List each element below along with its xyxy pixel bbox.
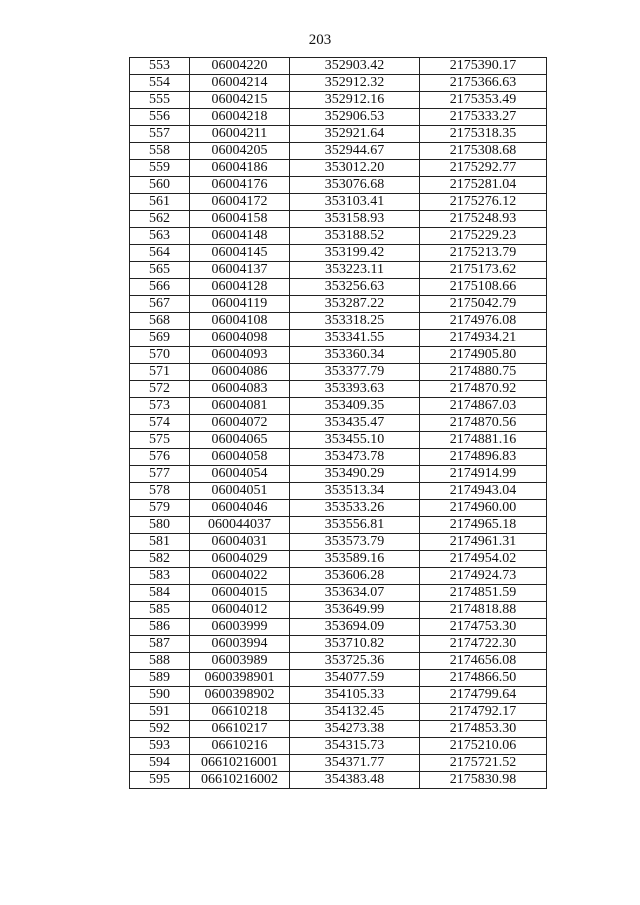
row-number-cell: 595	[130, 772, 190, 789]
table-row	[130, 279, 547, 296]
y-coordinate-cell: 2174866.50	[420, 670, 547, 687]
point-id-cell: 06004214	[190, 75, 290, 92]
table-row	[130, 228, 547, 245]
x-coordinate-cell: 353256.63	[290, 279, 420, 296]
y-coordinate-cell: 2174753.30	[420, 619, 547, 636]
point-id-cell: 06003999	[190, 619, 290, 636]
table-row	[130, 194, 547, 211]
y-coordinate-cell: 2174960.00	[420, 500, 547, 517]
point-id-cell: 06003994	[190, 636, 290, 653]
row-number-cell: 561	[130, 194, 190, 211]
x-coordinate-cell: 352912.16	[290, 92, 420, 109]
x-coordinate-cell: 353694.09	[290, 619, 420, 636]
table-row	[130, 619, 547, 636]
x-coordinate-cell: 353103.41	[290, 194, 420, 211]
x-coordinate-cell: 353318.25	[290, 313, 420, 330]
point-id-cell: 06004072	[190, 415, 290, 432]
point-id-cell: 06004098	[190, 330, 290, 347]
point-id-cell: 06004058	[190, 449, 290, 466]
y-coordinate-cell: 2174954.02	[420, 551, 547, 568]
coordinates-table-body	[130, 58, 547, 789]
table-row	[130, 143, 547, 160]
y-coordinate-cell: 2174870.56	[420, 415, 547, 432]
y-coordinate-cell: 2174722.30	[420, 636, 547, 653]
point-id-cell: 06004211	[190, 126, 290, 143]
row-number-cell: 573	[130, 398, 190, 415]
point-id-cell: 06004205	[190, 143, 290, 160]
table-row	[130, 517, 547, 534]
x-coordinate-cell: 353341.55	[290, 330, 420, 347]
x-coordinate-cell: 353158.93	[290, 211, 420, 228]
point-id-cell: 06004148	[190, 228, 290, 245]
table-row	[130, 721, 547, 738]
y-coordinate-cell: 2174799.64	[420, 687, 547, 704]
y-coordinate-cell: 2175830.98	[420, 772, 547, 789]
y-coordinate-cell: 2174905.80	[420, 347, 547, 364]
point-id-cell: 06004015	[190, 585, 290, 602]
row-number-cell: 585	[130, 602, 190, 619]
y-coordinate-cell: 2175721.52	[420, 755, 547, 772]
row-number-cell: 586	[130, 619, 190, 636]
row-number-cell: 555	[130, 92, 190, 109]
table-row	[130, 670, 547, 687]
table-row	[130, 704, 547, 721]
y-coordinate-cell: 2175292.77	[420, 160, 547, 177]
row-number-cell: 554	[130, 75, 190, 92]
table-row	[130, 262, 547, 279]
point-id-cell: 06004031	[190, 534, 290, 551]
row-number-cell: 574	[130, 415, 190, 432]
point-id-cell: 06610217	[190, 721, 290, 738]
x-coordinate-cell: 354273.38	[290, 721, 420, 738]
table-row	[130, 585, 547, 602]
row-number-cell: 576	[130, 449, 190, 466]
table-row	[130, 687, 547, 704]
table-row	[130, 92, 547, 109]
point-id-cell: 06004081	[190, 398, 290, 415]
x-coordinate-cell: 353473.78	[290, 449, 420, 466]
row-number-cell: 557	[130, 126, 190, 143]
x-coordinate-cell: 353287.22	[290, 296, 420, 313]
y-coordinate-cell: 2175213.79	[420, 245, 547, 262]
row-number-cell: 566	[130, 279, 190, 296]
table-row	[130, 381, 547, 398]
row-number-cell: 591	[130, 704, 190, 721]
table-row	[130, 534, 547, 551]
y-coordinate-cell: 2175308.68	[420, 143, 547, 160]
point-id-cell: 06610216001	[190, 755, 290, 772]
point-id-cell: 06004145	[190, 245, 290, 262]
row-number-cell: 571	[130, 364, 190, 381]
point-id-cell: 06004022	[190, 568, 290, 585]
point-id-cell: 06004158	[190, 211, 290, 228]
x-coordinate-cell: 352903.42	[290, 58, 420, 75]
x-coordinate-cell: 353710.82	[290, 636, 420, 653]
y-coordinate-cell: 2174924.73	[420, 568, 547, 585]
x-coordinate-cell: 354371.77	[290, 755, 420, 772]
point-id-cell: 06004128	[190, 279, 290, 296]
row-number-cell: 569	[130, 330, 190, 347]
table-row	[130, 211, 547, 228]
x-coordinate-cell: 353393.63	[290, 381, 420, 398]
y-coordinate-cell: 2174914.99	[420, 466, 547, 483]
y-coordinate-cell: 2175042.79	[420, 296, 547, 313]
y-coordinate-cell: 2175333.27	[420, 109, 547, 126]
x-coordinate-cell: 353490.29	[290, 466, 420, 483]
point-id-cell: 06004218	[190, 109, 290, 126]
point-id-cell: 06610218	[190, 704, 290, 721]
x-coordinate-cell: 354315.73	[290, 738, 420, 755]
x-coordinate-cell: 353649.99	[290, 602, 420, 619]
table-row	[130, 177, 547, 194]
y-coordinate-cell: 2174880.75	[420, 364, 547, 381]
x-coordinate-cell: 353634.07	[290, 585, 420, 602]
table-row	[130, 432, 547, 449]
row-number-cell: 592	[130, 721, 190, 738]
point-id-cell: 06004029	[190, 551, 290, 568]
point-id-cell: 06004220	[190, 58, 290, 75]
point-id-cell: 06004172	[190, 194, 290, 211]
x-coordinate-cell: 354105.33	[290, 687, 420, 704]
y-coordinate-cell: 2174870.92	[420, 381, 547, 398]
table-row	[130, 296, 547, 313]
table-row	[130, 449, 547, 466]
point-id-cell: 06004012	[190, 602, 290, 619]
row-number-cell: 568	[130, 313, 190, 330]
y-coordinate-cell: 2175276.12	[420, 194, 547, 211]
table-row	[130, 313, 547, 330]
row-number-cell: 583	[130, 568, 190, 585]
x-coordinate-cell: 354077.59	[290, 670, 420, 687]
y-coordinate-cell: 2174656.08	[420, 653, 547, 670]
table-row	[130, 160, 547, 177]
point-id-cell: 06004119	[190, 296, 290, 313]
y-coordinate-cell: 2175353.49	[420, 92, 547, 109]
row-number-cell: 584	[130, 585, 190, 602]
point-id-cell: 06004083	[190, 381, 290, 398]
row-number-cell: 553	[130, 58, 190, 75]
table-row	[130, 755, 547, 772]
y-coordinate-cell: 2174867.03	[420, 398, 547, 415]
y-coordinate-cell: 2174943.04	[420, 483, 547, 500]
x-coordinate-cell: 353188.52	[290, 228, 420, 245]
row-number-cell: 558	[130, 143, 190, 160]
row-number-cell: 570	[130, 347, 190, 364]
y-coordinate-cell: 2175366.63	[420, 75, 547, 92]
x-coordinate-cell: 353573.79	[290, 534, 420, 551]
point-id-cell: 06610216	[190, 738, 290, 755]
x-coordinate-cell: 352906.53	[290, 109, 420, 126]
coordinates-table	[129, 57, 547, 789]
row-number-cell: 575	[130, 432, 190, 449]
x-coordinate-cell: 353533.26	[290, 500, 420, 517]
point-id-cell: 06004215	[190, 92, 290, 109]
row-number-cell: 577	[130, 466, 190, 483]
row-number-cell: 563	[130, 228, 190, 245]
point-id-cell: 06004065	[190, 432, 290, 449]
row-number-cell: 594	[130, 755, 190, 772]
point-id-cell: 060044037	[190, 517, 290, 534]
row-number-cell: 588	[130, 653, 190, 670]
table-row	[130, 347, 547, 364]
y-coordinate-cell: 2175210.06	[420, 738, 547, 755]
x-coordinate-cell: 353513.34	[290, 483, 420, 500]
point-id-cell: 06004051	[190, 483, 290, 500]
x-coordinate-cell: 352921.64	[290, 126, 420, 143]
row-number-cell: 560	[130, 177, 190, 194]
table-row	[130, 75, 547, 92]
table-row	[130, 126, 547, 143]
x-coordinate-cell: 353360.34	[290, 347, 420, 364]
y-coordinate-cell: 2174853.30	[420, 721, 547, 738]
table-row	[130, 398, 547, 415]
x-coordinate-cell: 353409.35	[290, 398, 420, 415]
x-coordinate-cell: 353556.81	[290, 517, 420, 534]
x-coordinate-cell: 353435.47	[290, 415, 420, 432]
y-coordinate-cell: 2175318.35	[420, 126, 547, 143]
row-number-cell: 564	[130, 245, 190, 262]
table-row	[130, 772, 547, 789]
y-coordinate-cell: 2174881.16	[420, 432, 547, 449]
point-id-cell: 06003989	[190, 653, 290, 670]
table-row	[130, 109, 547, 126]
x-coordinate-cell: 354383.48	[290, 772, 420, 789]
x-coordinate-cell: 352944.67	[290, 143, 420, 160]
x-coordinate-cell: 353455.10	[290, 432, 420, 449]
row-number-cell: 587	[130, 636, 190, 653]
table-row	[130, 568, 547, 585]
table-row	[130, 653, 547, 670]
point-id-cell: 06610216002	[190, 772, 290, 789]
table-row	[130, 551, 547, 568]
y-coordinate-cell: 2175390.17	[420, 58, 547, 75]
x-coordinate-cell: 353199.42	[290, 245, 420, 262]
row-number-cell: 556	[130, 109, 190, 126]
y-coordinate-cell: 2174961.31	[420, 534, 547, 551]
table-row	[130, 364, 547, 381]
row-number-cell: 589	[130, 670, 190, 687]
y-coordinate-cell: 2175229.23	[420, 228, 547, 245]
table-row	[130, 330, 547, 347]
table-row	[130, 415, 547, 432]
x-coordinate-cell: 353223.11	[290, 262, 420, 279]
point-id-cell: 06004086	[190, 364, 290, 381]
point-id-cell: 0600398901	[190, 670, 290, 687]
page-number: 203	[308, 32, 332, 48]
table-row	[130, 483, 547, 500]
x-coordinate-cell: 352912.32	[290, 75, 420, 92]
point-id-cell: 06004093	[190, 347, 290, 364]
y-coordinate-cell: 2174792.17	[420, 704, 547, 721]
row-number-cell: 579	[130, 500, 190, 517]
y-coordinate-cell: 2174965.18	[420, 517, 547, 534]
point-id-cell: 06004186	[190, 160, 290, 177]
x-coordinate-cell: 353012.20	[290, 160, 420, 177]
table-row	[130, 58, 547, 75]
x-coordinate-cell: 353725.36	[290, 653, 420, 670]
y-coordinate-cell: 2174851.59	[420, 585, 547, 602]
y-coordinate-cell: 2174976.08	[420, 313, 547, 330]
point-id-cell: 06004046	[190, 500, 290, 517]
row-number-cell: 593	[130, 738, 190, 755]
point-id-cell: 06004176	[190, 177, 290, 194]
row-number-cell: 565	[130, 262, 190, 279]
row-number-cell: 562	[130, 211, 190, 228]
x-coordinate-cell: 353606.28	[290, 568, 420, 585]
row-number-cell: 581	[130, 534, 190, 551]
y-coordinate-cell: 2174896.83	[420, 449, 547, 466]
y-coordinate-cell: 2175281.04	[420, 177, 547, 194]
y-coordinate-cell: 2174818.88	[420, 602, 547, 619]
point-id-cell: 06004108	[190, 313, 290, 330]
table-row	[130, 602, 547, 619]
y-coordinate-cell: 2175248.93	[420, 211, 547, 228]
point-id-cell: 06004054	[190, 466, 290, 483]
x-coordinate-cell: 353076.68	[290, 177, 420, 194]
point-id-cell: 0600398902	[190, 687, 290, 704]
table-row	[130, 466, 547, 483]
x-coordinate-cell: 353589.16	[290, 551, 420, 568]
row-number-cell: 580	[130, 517, 190, 534]
point-id-cell: 06004137	[190, 262, 290, 279]
row-number-cell: 578	[130, 483, 190, 500]
x-coordinate-cell: 354132.45	[290, 704, 420, 721]
row-number-cell: 590	[130, 687, 190, 704]
row-number-cell: 582	[130, 551, 190, 568]
table-row	[130, 738, 547, 755]
row-number-cell: 567	[130, 296, 190, 313]
y-coordinate-cell: 2174934.21	[420, 330, 547, 347]
x-coordinate-cell: 353377.79	[290, 364, 420, 381]
table-row	[130, 245, 547, 262]
row-number-cell: 572	[130, 381, 190, 398]
row-number-cell: 559	[130, 160, 190, 177]
table-row	[130, 636, 547, 653]
y-coordinate-cell: 2175173.62	[420, 262, 547, 279]
table-row	[130, 500, 547, 517]
y-coordinate-cell: 2175108.66	[420, 279, 547, 296]
